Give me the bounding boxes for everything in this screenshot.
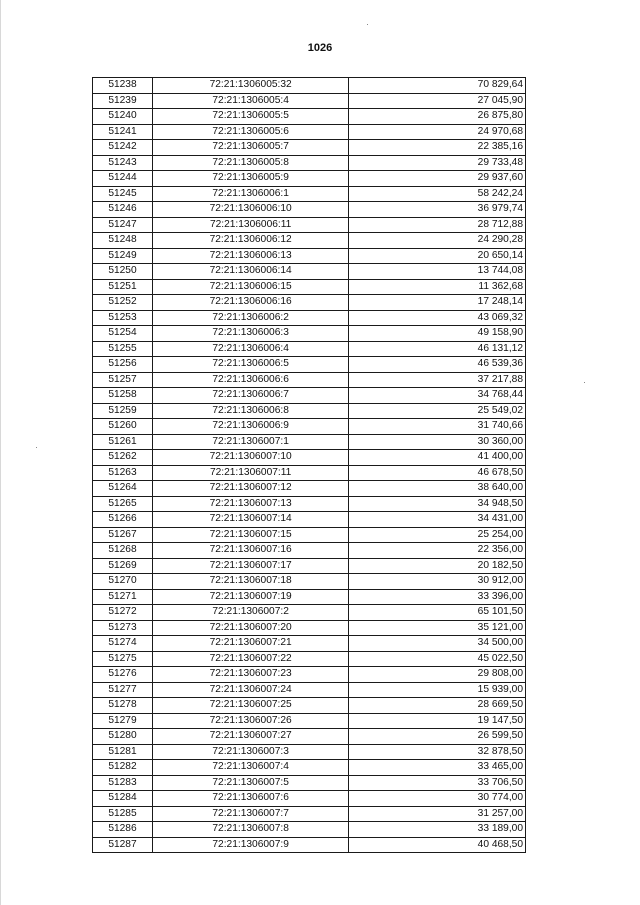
cadastral-number-cell: 72:21:1306007:21 xyxy=(152,636,348,652)
row-number-cell: 51284 xyxy=(93,791,153,807)
value-cell: 29 808,00 xyxy=(349,667,526,683)
value-cell: 30 912,00 xyxy=(349,574,526,590)
value-cell: 49 158,90 xyxy=(349,326,526,342)
row-number-cell: 51265 xyxy=(93,496,153,512)
cadastral-number-cell: 72:21:1306006:3 xyxy=(152,326,348,342)
scan-speck xyxy=(36,447,37,448)
row-number-cell: 51279 xyxy=(93,713,153,729)
row-number-cell: 51267 xyxy=(93,527,153,543)
cadastral-number-cell: 72:21:1306006:16 xyxy=(152,295,348,311)
ledger-table xyxy=(92,77,526,853)
cadastral-number-cell: 72:21:1306006:10 xyxy=(152,202,348,218)
row-number-cell: 51261 xyxy=(93,434,153,450)
row-number-cell: 51285 xyxy=(93,806,153,822)
table-row xyxy=(93,233,526,249)
value-cell: 46 131,12 xyxy=(349,341,526,357)
table-row xyxy=(93,264,526,280)
table-row xyxy=(93,140,526,156)
value-cell: 20 182,50 xyxy=(349,558,526,574)
cadastral-number-cell: 72:21:1306006:2 xyxy=(152,310,348,326)
value-cell: 32 878,50 xyxy=(349,744,526,760)
value-cell: 26 875,80 xyxy=(349,109,526,125)
value-cell: 22 356,00 xyxy=(349,543,526,559)
cadastral-number-cell: 72:21:1306007:16 xyxy=(152,543,348,559)
cadastral-number-cell: 72:21:1306007:5 xyxy=(152,775,348,791)
page-number: 1026 xyxy=(307,42,333,54)
ledger-table-body xyxy=(93,78,526,853)
table-row xyxy=(93,202,526,218)
value-cell: 45 022,50 xyxy=(349,651,526,667)
row-number-cell: 51251 xyxy=(93,279,153,295)
cadastral-number-cell: 72:21:1306006:15 xyxy=(152,279,348,295)
value-cell: 28 712,88 xyxy=(349,217,526,233)
value-cell: 30 774,00 xyxy=(349,791,526,807)
cadastral-number-cell: 72:21:1306005:4 xyxy=(152,93,348,109)
value-cell: 19 147,50 xyxy=(349,713,526,729)
value-cell: 30 360,00 xyxy=(349,434,526,450)
table-row xyxy=(93,620,526,636)
row-number-cell: 51287 xyxy=(93,837,153,853)
table-row xyxy=(93,543,526,559)
value-cell: 35 121,00 xyxy=(349,620,526,636)
row-number-cell: 51271 xyxy=(93,589,153,605)
table-row xyxy=(93,589,526,605)
row-number-cell: 51281 xyxy=(93,744,153,760)
value-cell: 15 939,00 xyxy=(349,682,526,698)
row-number-cell: 51286 xyxy=(93,822,153,838)
value-cell: 38 640,00 xyxy=(349,481,526,497)
row-number-cell: 51258 xyxy=(93,388,153,404)
scan-speck xyxy=(367,24,368,25)
table-row xyxy=(93,78,526,94)
row-number-cell: 51282 xyxy=(93,760,153,776)
value-cell: 34 768,44 xyxy=(349,388,526,404)
cadastral-number-cell: 72:21:1306007:23 xyxy=(152,667,348,683)
value-cell: 29 733,48 xyxy=(349,155,526,171)
cadastral-number-cell: 72:21:1306006:7 xyxy=(152,388,348,404)
row-number-cell: 51243 xyxy=(93,155,153,171)
cadastral-number-cell: 72:21:1306006:13 xyxy=(152,248,348,264)
table-row xyxy=(93,651,526,667)
row-number-cell: 51239 xyxy=(93,93,153,109)
table-row xyxy=(93,822,526,838)
table-row xyxy=(93,357,526,373)
row-number-cell: 51253 xyxy=(93,310,153,326)
table-row xyxy=(93,310,526,326)
table-row xyxy=(93,496,526,512)
value-cell: 34 500,00 xyxy=(349,636,526,652)
cadastral-number-cell: 72:21:1306007:7 xyxy=(152,806,348,822)
cadastral-number-cell: 72:21:1306006:1 xyxy=(152,186,348,202)
value-cell: 26 599,50 xyxy=(349,729,526,745)
table-row xyxy=(93,574,526,590)
row-number-cell: 51283 xyxy=(93,775,153,791)
cadastral-number-cell: 72:21:1306007:2 xyxy=(152,605,348,621)
table-row xyxy=(93,171,526,187)
table-row xyxy=(93,713,526,729)
value-cell: 29 937,60 xyxy=(349,171,526,187)
row-number-cell: 51256 xyxy=(93,357,153,373)
value-cell: 24 970,68 xyxy=(349,124,526,140)
value-cell: 34 431,00 xyxy=(349,512,526,528)
scan-speck xyxy=(584,382,585,383)
scan-margin-line xyxy=(0,0,1,905)
cadastral-number-cell: 72:21:1306007:22 xyxy=(152,651,348,667)
value-cell: 31 257,00 xyxy=(349,806,526,822)
table-row xyxy=(93,760,526,776)
cadastral-number-cell: 72:21:1306007:19 xyxy=(152,589,348,605)
row-number-cell: 51248 xyxy=(93,233,153,249)
value-cell: 43 069,32 xyxy=(349,310,526,326)
table-row xyxy=(93,279,526,295)
cadastral-number-cell: 72:21:1306006:12 xyxy=(152,233,348,249)
value-cell: 36 979,74 xyxy=(349,202,526,218)
row-number-cell: 51274 xyxy=(93,636,153,652)
cadastral-number-cell: 72:21:1306005:32 xyxy=(152,78,348,94)
row-number-cell: 51257 xyxy=(93,372,153,388)
table-row xyxy=(93,434,526,450)
value-cell: 37 217,88 xyxy=(349,372,526,388)
row-number-cell: 51241 xyxy=(93,124,153,140)
table-row xyxy=(93,372,526,388)
row-number-cell: 51272 xyxy=(93,605,153,621)
cadastral-number-cell: 72:21:1306007:4 xyxy=(152,760,348,776)
cadastral-number-cell: 72:21:1306007:1 xyxy=(152,434,348,450)
cadastral-number-cell: 72:21:1306007:3 xyxy=(152,744,348,760)
row-number-cell: 51244 xyxy=(93,171,153,187)
value-cell: 25 254,00 xyxy=(349,527,526,543)
cadastral-number-cell: 72:21:1306006:6 xyxy=(152,372,348,388)
table-row xyxy=(93,791,526,807)
row-number-cell: 51260 xyxy=(93,419,153,435)
cadastral-number-cell: 72:21:1306007:11 xyxy=(152,465,348,481)
value-cell: 33 396,00 xyxy=(349,589,526,605)
cadastral-number-cell: 72:21:1306007:26 xyxy=(152,713,348,729)
table-row xyxy=(93,775,526,791)
row-number-cell: 51242 xyxy=(93,140,153,156)
row-number-cell: 51269 xyxy=(93,558,153,574)
row-number-cell: 51262 xyxy=(93,450,153,466)
table-row xyxy=(93,605,526,621)
cadastral-number-cell: 72:21:1306006:5 xyxy=(152,357,348,373)
value-cell: 33 465,00 xyxy=(349,760,526,776)
value-cell: 24 290,28 xyxy=(349,233,526,249)
cadastral-number-cell: 72:21:1306007:6 xyxy=(152,791,348,807)
row-number-cell: 51268 xyxy=(93,543,153,559)
row-number-cell: 51275 xyxy=(93,651,153,667)
row-number-cell: 51270 xyxy=(93,574,153,590)
table-row xyxy=(93,667,526,683)
table-row xyxy=(93,109,526,125)
row-number-cell: 51278 xyxy=(93,698,153,714)
cadastral-number-cell: 72:21:1306006:14 xyxy=(152,264,348,280)
row-number-cell: 51240 xyxy=(93,109,153,125)
table-row xyxy=(93,186,526,202)
row-number-cell: 51266 xyxy=(93,512,153,528)
table-row xyxy=(93,481,526,497)
row-number-cell: 51276 xyxy=(93,667,153,683)
table-row xyxy=(93,837,526,853)
value-cell: 33 706,50 xyxy=(349,775,526,791)
table-row xyxy=(93,388,526,404)
table-row xyxy=(93,450,526,466)
row-number-cell: 51264 xyxy=(93,481,153,497)
table-row xyxy=(93,698,526,714)
cadastral-number-cell: 72:21:1306005:9 xyxy=(152,171,348,187)
table-row xyxy=(93,155,526,171)
cadastral-number-cell: 72:21:1306006:9 xyxy=(152,419,348,435)
cadastral-number-cell: 72:21:1306007:20 xyxy=(152,620,348,636)
table-row xyxy=(93,636,526,652)
cadastral-number-cell: 72:21:1306006:11 xyxy=(152,217,348,233)
value-cell: 46 539,36 xyxy=(349,357,526,373)
value-cell: 31 740,66 xyxy=(349,419,526,435)
value-cell: 27 045,90 xyxy=(349,93,526,109)
value-cell: 33 189,00 xyxy=(349,822,526,838)
table-row xyxy=(93,217,526,233)
row-number-cell: 51280 xyxy=(93,729,153,745)
cadastral-number-cell: 72:21:1306007:17 xyxy=(152,558,348,574)
value-cell: 11 362,68 xyxy=(349,279,526,295)
cadastral-number-cell: 72:21:1306005:5 xyxy=(152,109,348,125)
value-cell: 22 385,16 xyxy=(349,140,526,156)
table-row xyxy=(93,729,526,745)
cadastral-number-cell: 72:21:1306007:13 xyxy=(152,496,348,512)
table-row xyxy=(93,682,526,698)
cadastral-number-cell: 72:21:1306007:9 xyxy=(152,837,348,853)
table-row xyxy=(93,527,526,543)
table-row xyxy=(93,403,526,419)
cadastral-number-cell: 72:21:1306007:25 xyxy=(152,698,348,714)
table-row xyxy=(93,558,526,574)
cadastral-number-cell: 72:21:1306006:4 xyxy=(152,341,348,357)
table-row xyxy=(93,419,526,435)
table-row xyxy=(93,295,526,311)
row-number-cell: 51254 xyxy=(93,326,153,342)
value-cell: 25 549,02 xyxy=(349,403,526,419)
table-row xyxy=(93,512,526,528)
table-row xyxy=(93,341,526,357)
cadastral-number-cell: 72:21:1306005:6 xyxy=(152,124,348,140)
table-row xyxy=(93,744,526,760)
value-cell: 34 948,50 xyxy=(349,496,526,512)
row-number-cell: 51277 xyxy=(93,682,153,698)
row-number-cell: 51246 xyxy=(93,202,153,218)
value-cell: 17 248,14 xyxy=(349,295,526,311)
value-cell: 46 678,50 xyxy=(349,465,526,481)
row-number-cell: 51250 xyxy=(93,264,153,280)
value-cell: 40 468,50 xyxy=(349,837,526,853)
table-row xyxy=(93,124,526,140)
row-number-cell: 51273 xyxy=(93,620,153,636)
value-cell: 58 242,24 xyxy=(349,186,526,202)
row-number-cell: 51249 xyxy=(93,248,153,264)
cadastral-number-cell: 72:21:1306005:7 xyxy=(152,140,348,156)
value-cell: 28 669,50 xyxy=(349,698,526,714)
table-row xyxy=(93,326,526,342)
cadastral-number-cell: 72:21:1306007:14 xyxy=(152,512,348,528)
value-cell: 70 829,64 xyxy=(349,78,526,94)
cadastral-number-cell: 72:21:1306007:15 xyxy=(152,527,348,543)
value-cell: 41 400,00 xyxy=(349,450,526,466)
value-cell: 65 101,50 xyxy=(349,605,526,621)
cadastral-number-cell: 72:21:1306007:8 xyxy=(152,822,348,838)
cadastral-number-cell: 72:21:1306007:10 xyxy=(152,450,348,466)
value-cell: 13 744,08 xyxy=(349,264,526,280)
cadastral-number-cell: 72:21:1306005:8 xyxy=(152,155,348,171)
table-row xyxy=(93,465,526,481)
cadastral-number-cell: 72:21:1306007:12 xyxy=(152,481,348,497)
table-row xyxy=(93,93,526,109)
row-number-cell: 51263 xyxy=(93,465,153,481)
row-number-cell: 51238 xyxy=(93,78,153,94)
row-number-cell: 51259 xyxy=(93,403,153,419)
row-number-cell: 51255 xyxy=(93,341,153,357)
table-row xyxy=(93,248,526,264)
cadastral-number-cell: 72:21:1306007:18 xyxy=(152,574,348,590)
row-number-cell: 51247 xyxy=(93,217,153,233)
cadastral-number-cell: 72:21:1306007:27 xyxy=(152,729,348,745)
cadastral-number-cell: 72:21:1306007:24 xyxy=(152,682,348,698)
row-number-cell: 51252 xyxy=(93,295,153,311)
cadastral-number-cell: 72:21:1306006:8 xyxy=(152,403,348,419)
value-cell: 20 650,14 xyxy=(349,248,526,264)
table-row xyxy=(93,806,526,822)
row-number-cell: 51245 xyxy=(93,186,153,202)
